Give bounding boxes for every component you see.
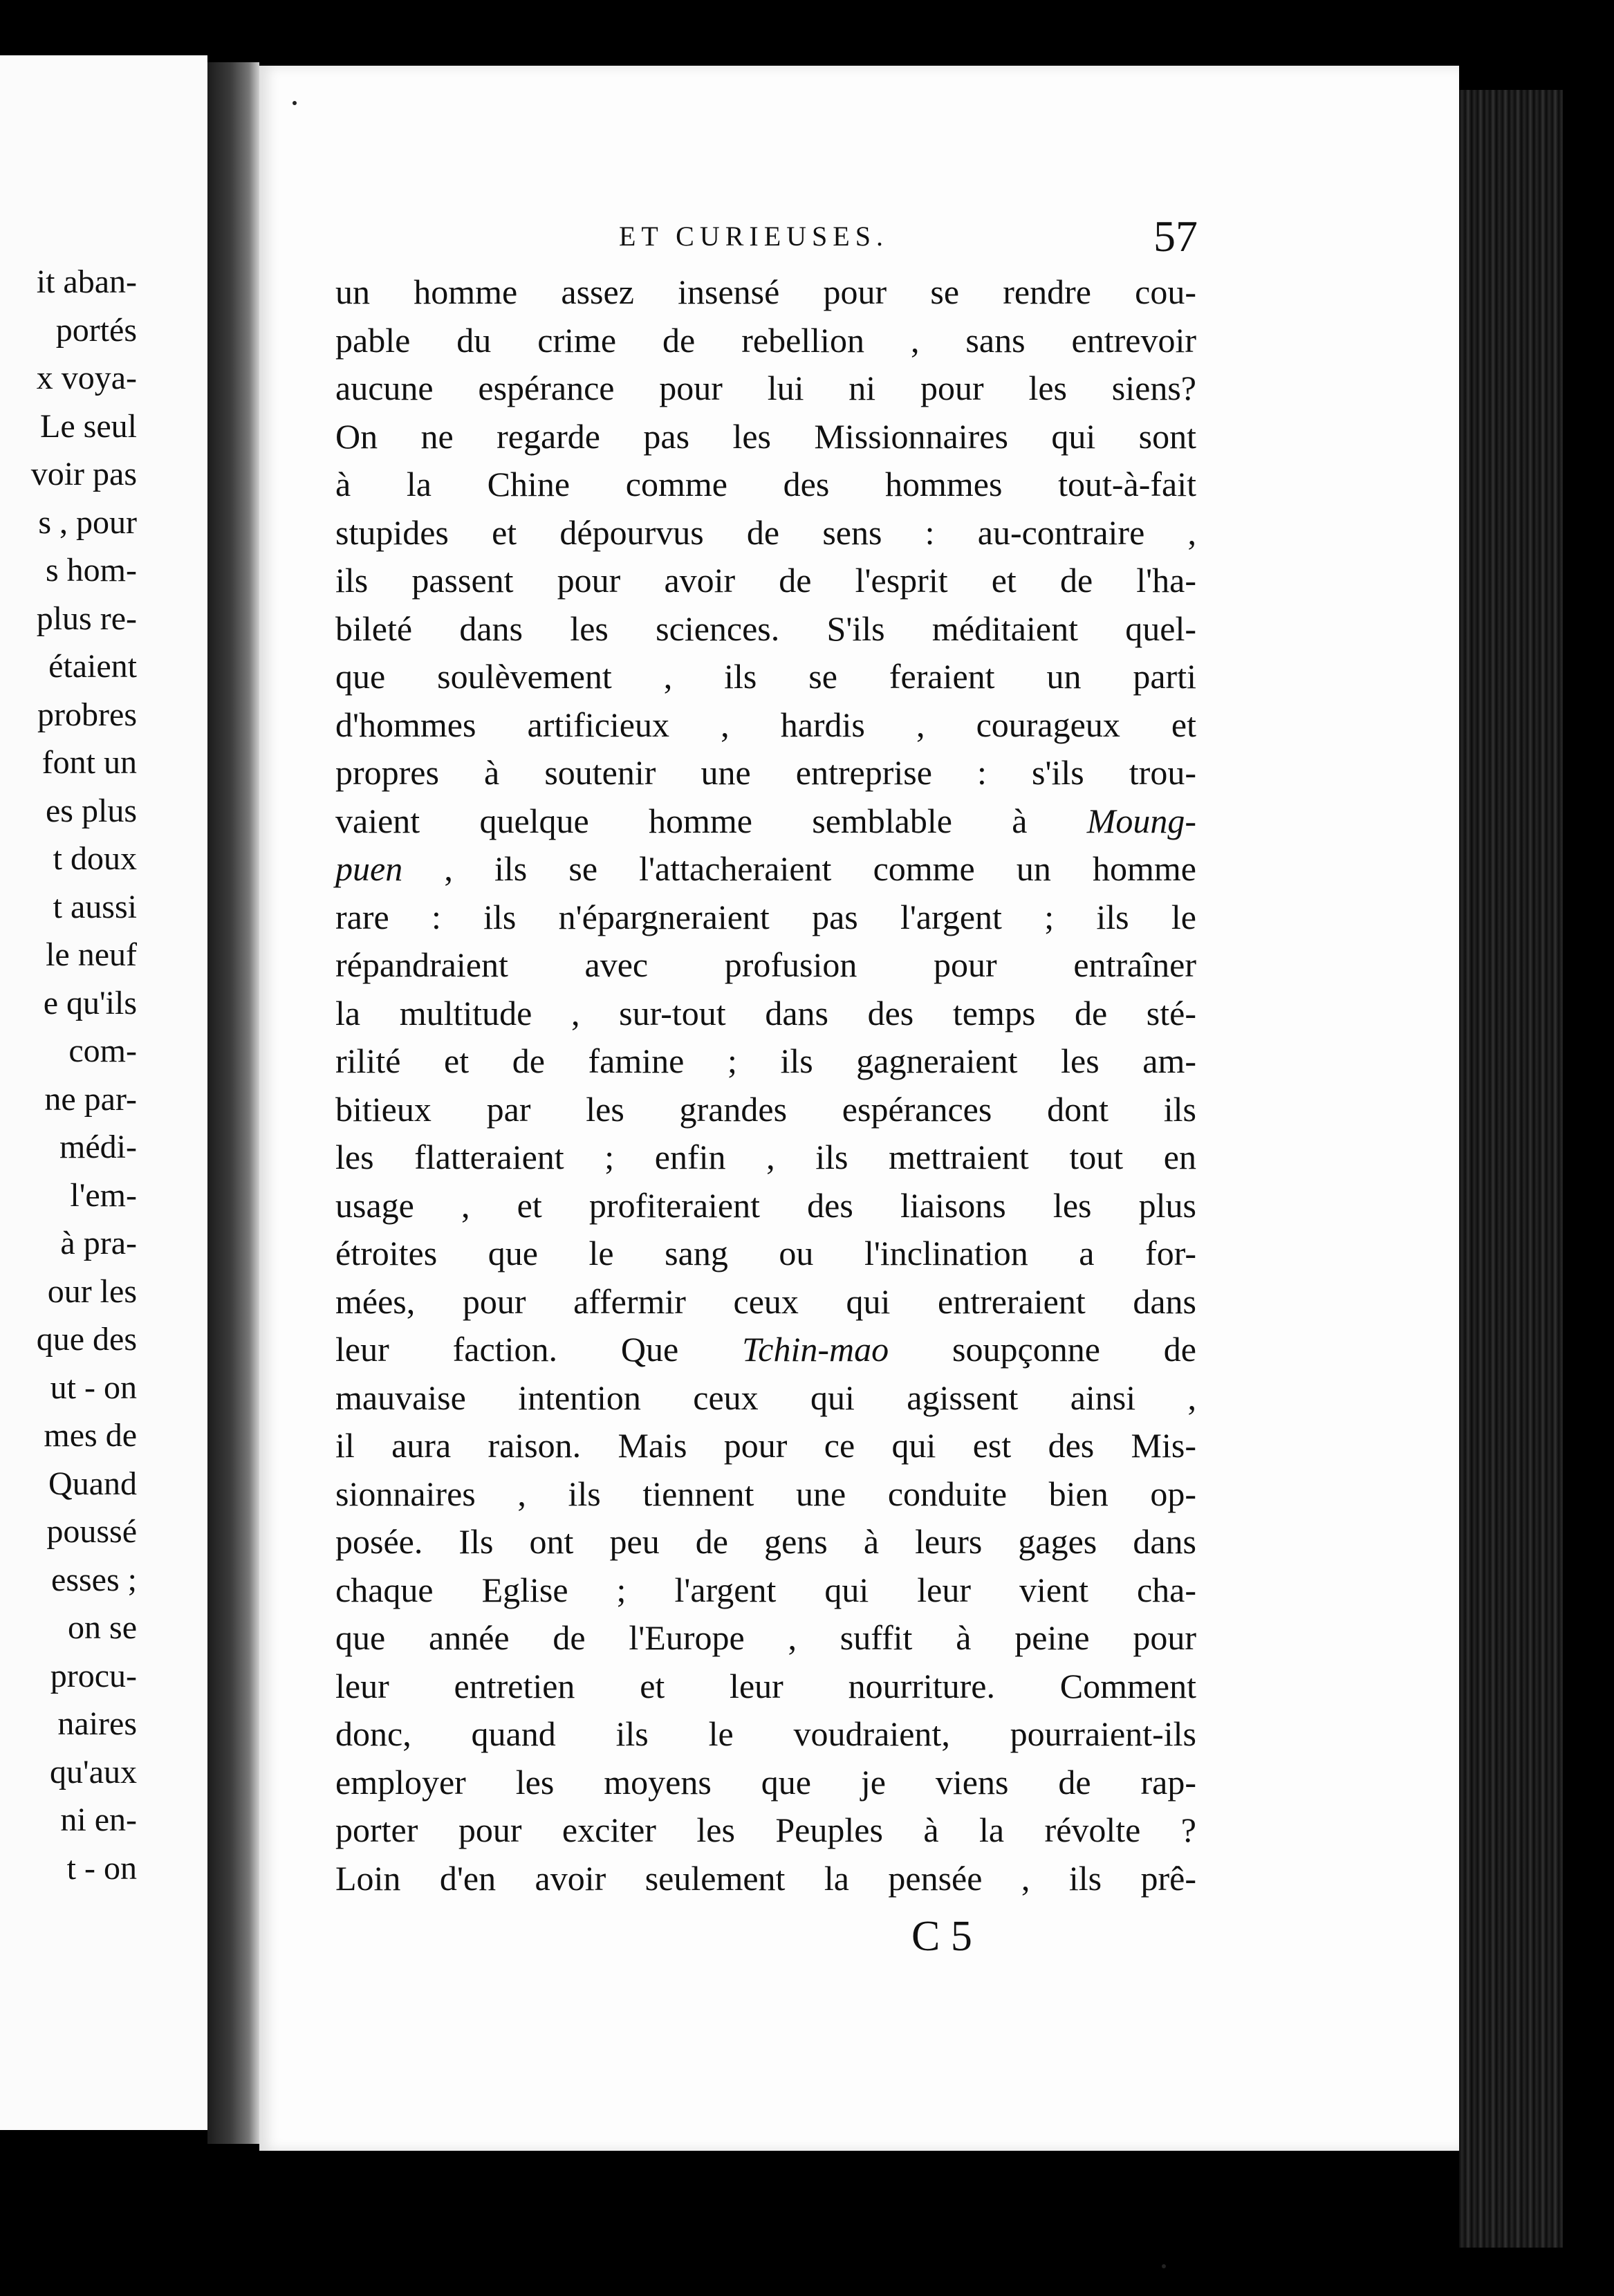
scan-speck xyxy=(293,101,297,105)
running-title: ET CURIEUSES. xyxy=(619,221,889,252)
left-page-line: e qu'ils xyxy=(43,984,137,1021)
left-page-line: procu- xyxy=(50,1657,137,1694)
left-page-line: t - on xyxy=(66,1849,137,1887)
text-line: leur entretien et leur nourriture. Comment xyxy=(335,1666,1196,1705)
left-page-line: qu'aux xyxy=(50,1753,137,1790)
text-line: Loin d'en avoir seulement la pensée , ils prê- xyxy=(335,1858,1196,1898)
text-line xyxy=(335,1326,1196,1374)
text-line: usage , et profiteraient des liaisons les plus xyxy=(335,1185,1196,1225)
book-gutter xyxy=(207,62,259,2144)
text-line: aucune espérance pour lui ni pour les siens? xyxy=(335,369,1196,407)
text-line: rilité et de famine ; ils gagneraient les am- xyxy=(335,1041,1196,1080)
left-page-line: Le seul xyxy=(40,407,137,445)
left-page-line: le neuf xyxy=(46,936,137,973)
italic-name: puen xyxy=(335,849,403,888)
page-edge-stack xyxy=(1459,90,1563,2248)
text-line: mauvaise intention ceux qui agissent ainsi , xyxy=(335,1378,1196,1417)
text-line: On ne regarde pas les Missionnaires qui sont xyxy=(335,416,1196,456)
text-line: employer les moyens que je viens de rap- xyxy=(335,1762,1196,1802)
text-line xyxy=(335,797,1196,846)
left-page-text xyxy=(31,258,137,1892)
text-line: posée. Ils ont peu de gens à leurs gages dans xyxy=(335,1522,1196,1561)
text-line: les flatteraient ; enfin , ils mettraient tout en xyxy=(335,1138,1196,1176)
left-page-line: portés xyxy=(55,311,137,349)
text-segment: vaient quelque homme semblable à xyxy=(335,801,1087,840)
left-page-line: naires xyxy=(57,1705,137,1742)
text-line: que année de l'Europe , suffit à peine pour xyxy=(335,1618,1196,1657)
left-page-line: t doux xyxy=(53,840,137,877)
text-line: pable du crime de rebellion , sans entrevoir xyxy=(335,320,1196,360)
text-line: ils passent pour avoir de l'esprit et de l'ha- xyxy=(335,561,1196,600)
text-line: que soulèvement , ils se feraient un parti xyxy=(335,657,1196,696)
left-page-line: our les xyxy=(47,1272,137,1310)
text-segment: soupçonne de xyxy=(889,1330,1196,1369)
left-page-line: ni en- xyxy=(60,1802,137,1838)
text-line: la multitude , sur-tout dans des temps de sté- xyxy=(335,993,1196,1033)
text-line: mées, pour affermir ceux qui entreraient dans xyxy=(335,1281,1196,1321)
text-segment: leur faction. Que xyxy=(335,1330,743,1369)
text-line: chaque Eglise ; l'argent qui leur vient cha- xyxy=(335,1570,1196,1609)
left-page-line: voir pas xyxy=(30,456,137,492)
text-line: étroites que le sang ou l'inclination a for- xyxy=(335,1234,1196,1272)
left-page-line: s , pour xyxy=(38,503,137,541)
left-page-line: plus re- xyxy=(36,600,137,637)
left-page-line: com- xyxy=(68,1033,137,1069)
left-page-line: que des xyxy=(36,1321,137,1358)
text-segment: , ils se l'attacheraient comme un homme xyxy=(402,849,1196,888)
signature-mark: C 5 xyxy=(911,1913,972,1960)
left-page-line: médi- xyxy=(59,1129,137,1165)
text-line: donc, quand ils le voudraient, pourraient-ils xyxy=(335,1714,1196,1753)
text-line: bileté dans les sciences. S'ils méditaient quel- xyxy=(335,609,1196,648)
left-page-line: ut - on xyxy=(50,1369,137,1406)
text-line xyxy=(335,845,1196,894)
body-text xyxy=(335,268,1196,1902)
italic-name: Moung- xyxy=(1086,801,1196,840)
page-number: 57 xyxy=(1153,212,1198,261)
left-page-line: x voya- xyxy=(36,360,137,396)
text-line: à la Chine comme des hommes tout-à-fait xyxy=(335,465,1196,503)
text-line: répandraient avec profusion pour entraîner xyxy=(335,945,1196,984)
left-page-line: Quand xyxy=(48,1465,137,1502)
text-line: stupides et dépourvus de sens : au-contraire , xyxy=(335,512,1196,552)
scan-speck xyxy=(1162,2264,1166,2268)
left-page-line: l'em- xyxy=(70,1176,137,1214)
italic-name: Tchin-mao xyxy=(742,1330,889,1369)
text-line: bitieux par les grandes espérances dont ils xyxy=(335,1089,1196,1129)
left-page-line: font un xyxy=(41,744,137,781)
text-line: un homme assez insensé pour se rendre cou- xyxy=(335,272,1196,311)
left-page-line: mes de xyxy=(44,1417,137,1454)
text-line: il aura raison. Mais pour ce qui est des Mis- xyxy=(335,1426,1196,1465)
left-page-line: s hom- xyxy=(46,552,137,589)
left-page-line: ne par- xyxy=(44,1080,137,1118)
left-page-line: à pra- xyxy=(60,1225,137,1261)
left-page-line: poussé xyxy=(46,1513,137,1550)
left-page-line: esses ; xyxy=(51,1561,137,1598)
text-line: d'hommes artificieux , hardis , courageux et xyxy=(335,705,1196,744)
left-page-line: es plus xyxy=(46,792,137,829)
left-page-line: on se xyxy=(68,1609,137,1646)
text-line: porter pour exciter les Peuples à la révolte ? xyxy=(335,1811,1196,1849)
left-page-line: probres xyxy=(37,696,137,733)
text-line: sionnaires , ils tiennent une conduite bien op- xyxy=(335,1474,1196,1513)
left-page-fragment xyxy=(0,55,207,2130)
left-page-line: t aussi xyxy=(53,888,137,925)
text-line: rare : ils n'épargneraient pas l'argent ; ils le xyxy=(335,897,1196,936)
left-page-line: it aban- xyxy=(36,263,137,300)
text-line: propres à soutenir une entreprise : s'ils trou- xyxy=(335,753,1196,792)
left-page-line: étaient xyxy=(48,648,137,685)
